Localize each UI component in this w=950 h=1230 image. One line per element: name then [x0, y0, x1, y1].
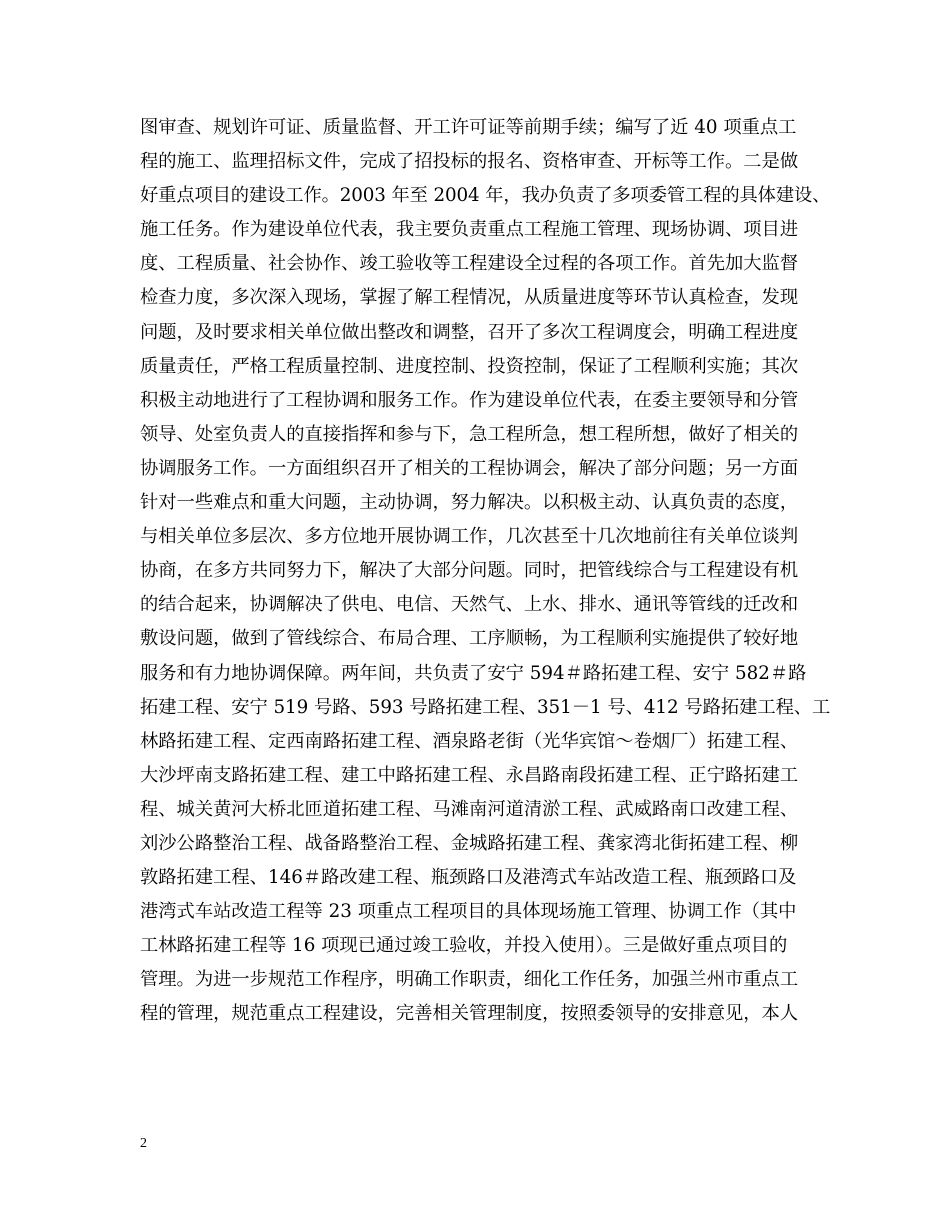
text-line: 质量责任，严格工程质量控制、进度控制、投资控制，保证了工程顺利实施；其次	[140, 355, 799, 377]
text-line: 敦路拓建工程、146＃路改建工程、瓶颈路口及港湾式车站改造工程、瓶颈路口及	[140, 867, 797, 889]
text-line: 管理。为进一步规范工作程序，明确工作职责，细化工作任务，加强兰州市重点工	[140, 969, 799, 991]
body-text	[140, 111, 830, 1032]
text-line: 服务和有力地协调保障。两年间，共负责了安宁 594＃路拓建工程、安宁 582＃路	[140, 662, 807, 684]
text-line: 问题，及时要求相关单位做出整改和调整，召开了多次工程调度会，明确工程进度	[140, 321, 799, 343]
text-line: 程的管理，规范重点工程建设，完善相关管理制度，按照委领导的安排意见，本人	[140, 1003, 799, 1025]
text-line: 图审查、规划许可证、质量监督、开工许可证等前期手续；编写了近 40 项重点工	[140, 117, 797, 138]
text-line: 敷设问题，做到了管线综合、布局合理、工序顺畅，为工程顺利实施提供了较好地	[140, 628, 799, 650]
text-line: 拓建工程、安宁 519 号路、593 号路拓建工程、351－1 号、412 号路拓建工程、工	[140, 696, 831, 718]
text-line: 大沙坪南支路拓建工程、建工中路拓建工程、永昌路南段拓建工程、正宁路拓建工	[140, 764, 799, 786]
text-line: 与相关单位多层次、多方位地开展协调工作，几次甚至十几次地前往有关单位谈判	[140, 526, 799, 548]
text-line: 刘沙公路整治工程、战备路整治工程、金城路拓建工程、龚家湾北街拓建工程、柳	[140, 832, 799, 854]
text-line: 的结合起来，协调解决了供电、电信、天然气、上水、排水、通讯等管线的迁改和	[140, 594, 799, 616]
text-line: 协商，在多方共同努力下，解决了大部分问题。同时，把管线综合与工程建设有机	[140, 560, 799, 582]
text-line: 施工任务。作为建设单位代表，我主要负责重点工程施工管理、现场协调、项目进	[140, 219, 799, 241]
text-line: 度、工程质量、社会协作、竣工验收等工程建设全过程的各项工作。首先加大监督	[140, 253, 799, 275]
text-line: 林路拓建工程、定西南路拓建工程、酒泉路老街（光华宾馆～卷烟厂）拓建工程、	[140, 730, 799, 752]
text-line: 积极主动地进行了工程协调和服务工作。作为建设单位代表，在委主要领导和分管	[140, 389, 799, 411]
text-line: 领导、处室负责人的直接指挥和参与下，急工程所急，想工程所想，做好了相关的	[140, 423, 799, 445]
text-line: 工林路拓建工程等 16 项现已通过竣工验收，并投入使用）。三是做好重点项目的	[140, 935, 788, 957]
text-line: 针对一些难点和重大问题，主动协调，努力解决。以积极主动、认真负责的态度，	[140, 492, 799, 514]
text-line: 程、城关黄河大桥北匝道拓建工程、马滩南河道清淤工程、武威路南口改建工程、	[140, 798, 799, 820]
text-line: 程的施工、监理招标文件，完成了招投标的报名、资格审查、开标等工作。二是做	[140, 151, 799, 173]
text-line: 港湾式车站改造工程等 23 项重点工程项目的具体现场施工管理、协调工作（其中	[140, 901, 797, 923]
text-line: 好重点项目的建设工作。2003 年至 2004 年，我办负责了多项委管工程的具体建设、	[140, 185, 831, 207]
text-line: 检查力度，多次深入现场，掌握了解工程情况，从质量进度等环节认真检查，发现	[140, 287, 799, 309]
page-number: 2	[140, 1136, 147, 1151]
text-line: 协调服务工作。一方面组织召开了相关的工程协调会，解决了部分问题；另一方面	[140, 457, 799, 479]
